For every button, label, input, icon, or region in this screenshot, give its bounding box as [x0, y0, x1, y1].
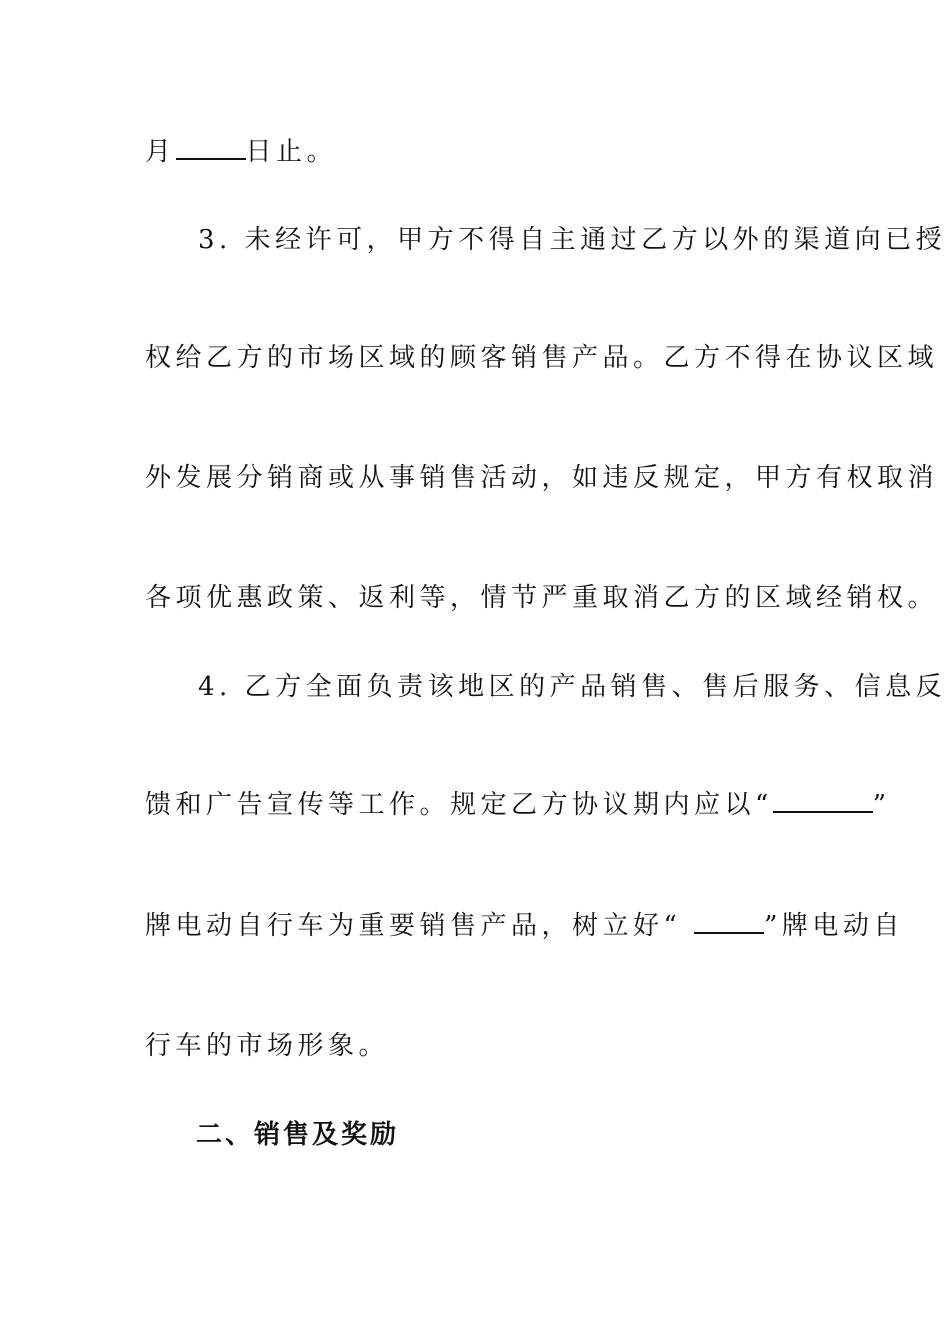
section-heading: 二、销售及奖励 — [196, 1120, 400, 1150]
text-fragment: 日止。 — [245, 137, 338, 167]
text-fragment: ”牌电动自 — [764, 911, 904, 941]
text-fragment: 月 — [145, 137, 176, 167]
paragraph-3-line-1: 3. 未经许可，甲方不得自主通过乙方以外的渠道向已授 — [198, 225, 947, 255]
paragraph-4-line-4: 行车的市场形象。 — [145, 1031, 390, 1061]
text-line — [145, 134, 805, 170]
fill-in-blank — [694, 908, 764, 934]
paragraph-3-line-4: 各项优惠政策、返利等，情节严重取消乙方的区域经销权。 — [145, 583, 939, 613]
paragraph-4-line-3 — [145, 908, 904, 944]
paragraph-3-line-3: 外发展分销商或从事销售活动，如违反规定，甲方有权取消 — [145, 463, 939, 493]
paragraph-4-line-2 — [145, 787, 891, 823]
fill-in-blank — [773, 787, 873, 813]
fill-in-blank — [176, 134, 246, 160]
paragraph-3-line-2: 权给乙方的市场区域的顾客销售产品。乙方不得在协议区域 — [145, 343, 939, 373]
paragraph-4-line-1: 4. 乙方全面负责该地区的产品销售、售后服务、信息反 — [198, 672, 947, 702]
text-fragment: 馈和广告宣传等工作。规定乙方协议期内应以“ — [145, 790, 773, 820]
text-fragment: ” — [872, 790, 891, 820]
text-fragment: 牌电动自行车为重要销售产品，树立好“ — [145, 911, 695, 941]
